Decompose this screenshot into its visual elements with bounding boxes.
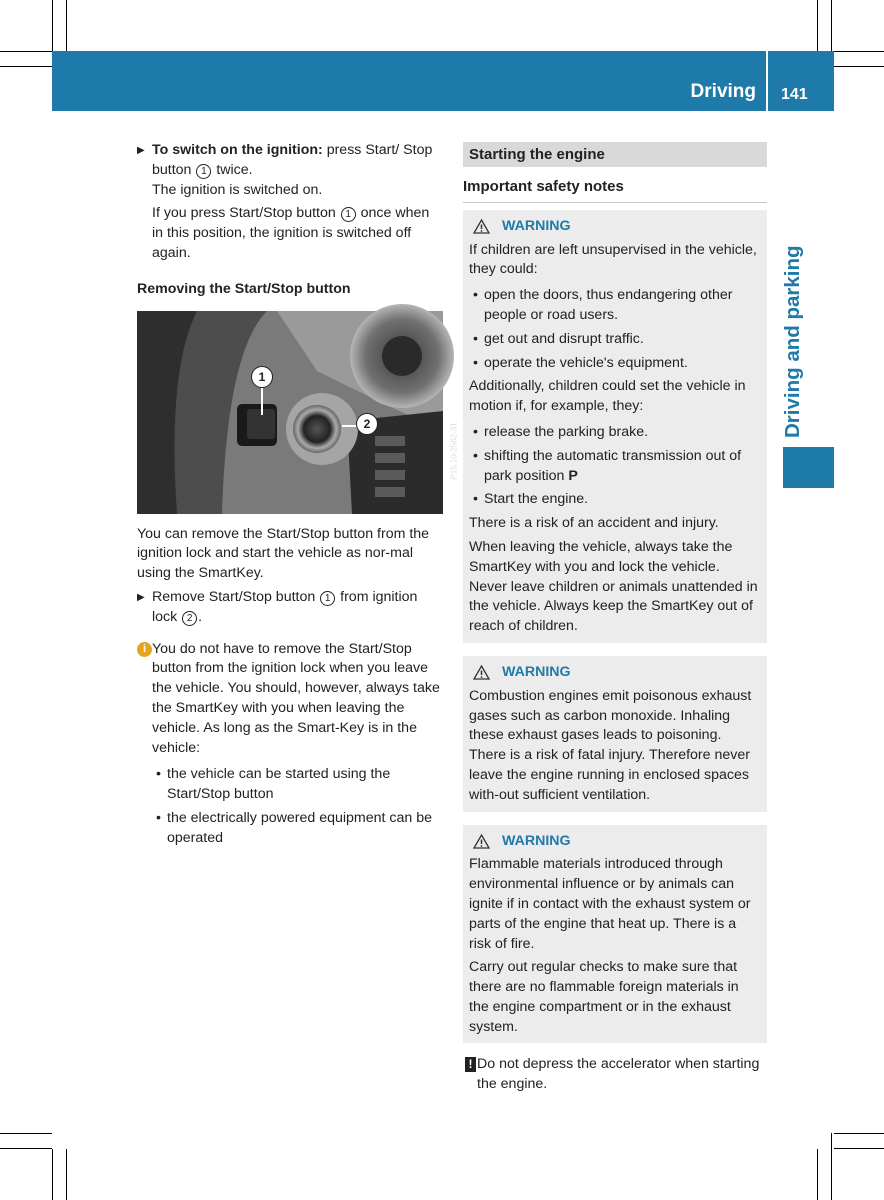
callout-number: 1: [341, 207, 356, 222]
bullet-icon: •: [156, 809, 161, 826]
crop-mark: [52, 1149, 53, 1200]
section-subheading: Removing the Start/Stop button: [137, 280, 351, 297]
ignition-illustration: [137, 311, 443, 514]
warning-box: [463, 656, 767, 812]
crop-mark: [817, 0, 818, 51]
section-subheading: Important safety notes: [463, 177, 767, 203]
crop-mark: [834, 1148, 884, 1149]
list-item-text: Start the engine.: [484, 491, 589, 508]
warning-box: [463, 825, 767, 1044]
warning-title: [469, 663, 761, 683]
warning-text: Carry out regular checks to make sure that there are no flammable foreign materials in the engine compartment or in the exhaust system.: [469, 959, 739, 1035]
bullet-icon: •: [473, 287, 478, 304]
warning-label: WARNING: [502, 217, 571, 234]
warning-triangle-icon: [473, 665, 490, 680]
list-item-text: the vehicle can be started using the Start/Stop button: [167, 766, 391, 803]
crop-mark: [66, 1149, 67, 1200]
page-number: 141: [781, 86, 808, 103]
bullet-icon: •: [473, 423, 478, 440]
crop-mark: [834, 66, 884, 67]
crop-mark: [66, 0, 67, 51]
warning-label: WARNING: [502, 832, 571, 849]
callout-number: 1: [196, 164, 211, 179]
list-item-text: open the doors, thus endangering other people or road users.: [484, 287, 733, 323]
exclamation-icon: !: [465, 1057, 476, 1072]
crop-mark: [0, 1148, 52, 1149]
warning-text: Additionally, children could set the vehicle in motion if, for example, they:: [469, 378, 746, 415]
caution-note: [463, 1055, 767, 1095]
step-arrow-icon: ▶: [137, 145, 145, 156]
bullet-icon: •: [473, 330, 478, 347]
instruction-step: [137, 141, 443, 181]
warning-title: [469, 832, 761, 852]
callout-number: 1: [320, 591, 335, 606]
figure-code: P15.10-2562-31: [449, 421, 459, 480]
note-text: If you press Start/Stop button: [152, 205, 340, 222]
crop-mark: [0, 51, 52, 52]
step-text: press Start/ Stop button: [152, 142, 433, 178]
warning-box: [463, 210, 767, 643]
header-separator: [766, 51, 768, 111]
list-item-text: the electrically powered equipment can be operated: [167, 809, 432, 846]
bullet-icon: •: [473, 491, 478, 508]
list-item: [469, 330, 761, 350]
step-text: Remove Start/Stop button: [152, 588, 320, 605]
ignition-photo: [137, 311, 459, 514]
crop-mark: [0, 1133, 52, 1134]
side-chapter-tab: [783, 447, 834, 488]
warning-text: There is a risk of an accident and injury.: [469, 515, 719, 532]
callout-number: 1: [258, 369, 266, 384]
warning-text: Combustion engines emit poisonous exhaust gases such as carbon monoxide. Inhaling these exhaust gases leads to poisoning. There is a risk of fatal injury. Therefore never leave the engine running in enclosed spaces with-out sufficient ventilation.: [469, 687, 752, 803]
crop-mark: [834, 51, 884, 52]
crop-mark: [0, 66, 52, 67]
bullet-icon: •: [156, 766, 161, 783]
crop-mark: [817, 1149, 818, 1200]
step-result: The ignition is switched on.: [152, 181, 323, 198]
warning-triangle-icon: [473, 834, 490, 849]
step-note: [137, 204, 443, 263]
callout-1: [251, 366, 273, 388]
note-text: once when in this position, the ignition is switched off again.: [152, 205, 430, 261]
callout-number: 2: [363, 416, 371, 431]
list-item-text: release the parking brake.: [484, 423, 649, 440]
bullet-icon: •: [473, 354, 478, 371]
info-note: [137, 640, 443, 849]
side-chapter-label: Driving and parking: [781, 245, 804, 438]
left-column: [137, 141, 459, 849]
warning-label: WARNING: [502, 663, 571, 680]
warning-text: Flammable materials introduced through environmental influence or by animals can ignite if in contact with the exhaust system or parts of the engine that heat up. There is a risk of fire.: [469, 856, 751, 952]
step-text: twice.: [212, 161, 253, 178]
crop-mark: [831, 0, 832, 51]
list-item: [152, 765, 443, 805]
warning-title: [469, 217, 761, 237]
list-item: [469, 490, 761, 510]
chapter-title: Driving: [690, 81, 756, 102]
step-lead: To switch on the ignition:: [152, 142, 323, 158]
list-item: [152, 809, 443, 849]
caution-text: Do not depress the accelerator when starting the engine.: [477, 1056, 760, 1093]
right-column: [463, 142, 767, 1095]
crop-mark: [834, 1133, 884, 1134]
instruction-step: [137, 588, 443, 628]
crop-mark: [52, 0, 53, 51]
list-item: [469, 286, 761, 326]
callout-2: [356, 413, 378, 435]
warning-text: If children are left unsupervised in the vehicle, they could:: [469, 241, 757, 278]
info-icon: i: [137, 642, 152, 657]
step-text: from ignition lock: [152, 588, 418, 625]
warning-text: When leaving the vehicle, always take the SmartKey with you and lock the vehicle. Never leave children or animals unattended in the vehicle. Always keep the SmartKey out of reach of children.: [469, 538, 758, 635]
list-item-text: operate the vehicle's equipment.: [484, 354, 688, 371]
callout-number: 2: [182, 611, 197, 626]
body-paragraph: You can remove the Start/Stop button from the ignition lock and start the vehicle as nor-mal using the SmartKey.: [137, 525, 430, 582]
section-heading: Starting the engine: [463, 142, 767, 167]
warning-triangle-icon: [473, 219, 490, 234]
list-item-text: get out and disrupt traffic.: [484, 330, 644, 347]
list-item: [469, 423, 761, 443]
list-item-text: shifting the automatic transmission out of park position: [484, 447, 742, 484]
step-arrow-icon: ▶: [137, 591, 145, 603]
list-item: [469, 354, 761, 374]
bullet-icon: •: [473, 447, 478, 464]
crop-mark: [831, 1133, 832, 1200]
gear-position: P: [568, 467, 578, 484]
step-text: .: [198, 608, 203, 625]
info-text: You do not have to remove the Start/Stop button from the ignition lock when you leave the vehicle. You should, however, always take the SmartKey with you when leaving the vehicle. As long as the Smart-Key is in the vehicle:: [152, 640, 440, 756]
list-item: [469, 447, 761, 487]
